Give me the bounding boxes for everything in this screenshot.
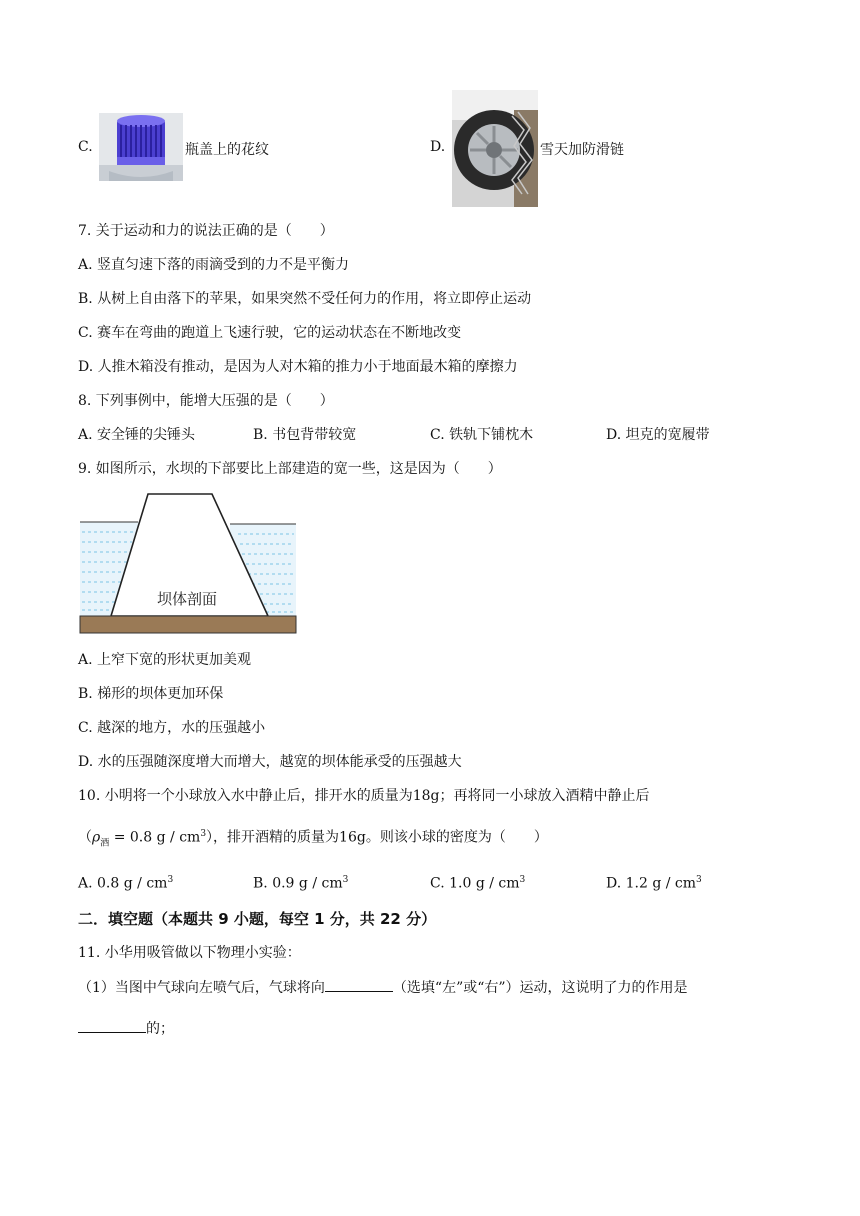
q6-option-c-label: C. xyxy=(78,139,93,155)
rho-subscript: 酒 xyxy=(100,838,110,849)
q8-option-a: A. 安全锤的尖锤头 xyxy=(78,427,196,443)
bottle-cap-image xyxy=(99,113,183,181)
snow-chain-photo xyxy=(452,90,538,207)
dam-cross-section-figure xyxy=(78,492,298,634)
q6-option-c-text: 瓶盖上的花纹 xyxy=(185,142,269,158)
rho-symbol: ρ xyxy=(92,829,101,846)
q9-option-c: C. 越深的地方，水的压强越小 xyxy=(78,720,266,736)
q9-option-b: B. 梯形的坝体更加环保 xyxy=(78,686,224,702)
q10-open-paren: （ xyxy=(78,829,92,846)
q10-option-a: A. 0.8 g / $cm^3$ xyxy=(78,875,174,892)
section-2-title: 二．填空题（本题共 9 小题，每空 1 分，共 22 分） xyxy=(78,910,437,928)
q7-option-c: C. 赛车在弯曲的跑道上飞速行驶，它的运动状态在不断地改变 xyxy=(78,325,462,341)
rho-unit: g / cm xyxy=(156,829,201,846)
fill-blank-2[interactable] xyxy=(78,1018,146,1033)
fill-blank-1[interactable] xyxy=(325,977,393,992)
q11-stem: 11. 小华用吸管做以下物理小实验： xyxy=(78,945,301,961)
q7-option-a: A. 竖直匀速下落的雨滴受到的力不是平衡力 xyxy=(78,257,350,273)
q8-option-c: C. 铁轨下铺枕木 xyxy=(430,427,534,443)
q9-stem: 9. 如图所示，水坝的下部要比上部建造的宽一些，这是因为（ ） xyxy=(78,461,502,477)
q8-option-b: B. 书包背带较宽 xyxy=(253,427,357,443)
q7-option-b: B. 从树上自由落下的苹果，如果突然不受任何力的作用，将立即停止运动 xyxy=(78,291,532,307)
bottle-cap-photo xyxy=(99,113,183,181)
q10-option-c: C. 1.0 g / $cm^3$ xyxy=(430,875,526,892)
q6-option-d-label: D. xyxy=(430,139,446,155)
dam-figure-label: 坝体剖面 xyxy=(157,590,218,608)
q9-option-a: A. 上窄下宽的形状更加美观 xyxy=(78,652,252,668)
q10-stem-line1: 10. 小明将一个小球放入水中静止后，排开水的质量为18g；再将同一小球放入酒精中静止后 xyxy=(78,788,650,804)
q8-stem: 8. 下列事例中，能增大压强的是（ ） xyxy=(78,393,334,409)
q7-option-d: D. 人推木箱没有推动，是因为人对木箱的推力小于地面最木箱的摩擦力 xyxy=(78,359,518,375)
q7-stem: 7. 关于运动和力的说法正确的是（ ） xyxy=(78,223,334,239)
snow-chain-image xyxy=(452,90,538,207)
q10-stem-rest: ），排开酒精的质量为16g。则该小球的密度为（ ） xyxy=(206,829,548,846)
q6-option-d-text: 雪天加防滑链 xyxy=(540,142,624,158)
dam-diagram xyxy=(78,492,298,634)
q10-stem-line2 xyxy=(78,824,548,853)
rho-unit-exponent: 3 xyxy=(200,829,207,839)
q10-option-b: B. 0.9 g / $cm^3$ xyxy=(253,875,349,892)
q8-option-d: D. 坦克的宽履带 xyxy=(606,427,710,443)
rho-value: = 0.8 xyxy=(109,829,157,846)
q11-part1-line: （1）当图中气球向左喷气后，气球将向 （选填“左”或“右”）运动，这说明了力的作用是 xyxy=(78,977,688,998)
q9-option-d: D. 水的压强随深度增大而增大，越宽的坝体能承受的压强越大 xyxy=(78,754,462,770)
q11-part1-line2: 的； xyxy=(78,1018,174,1039)
q10-option-d: D. 1.2 g / $cm^3$ xyxy=(606,875,702,892)
